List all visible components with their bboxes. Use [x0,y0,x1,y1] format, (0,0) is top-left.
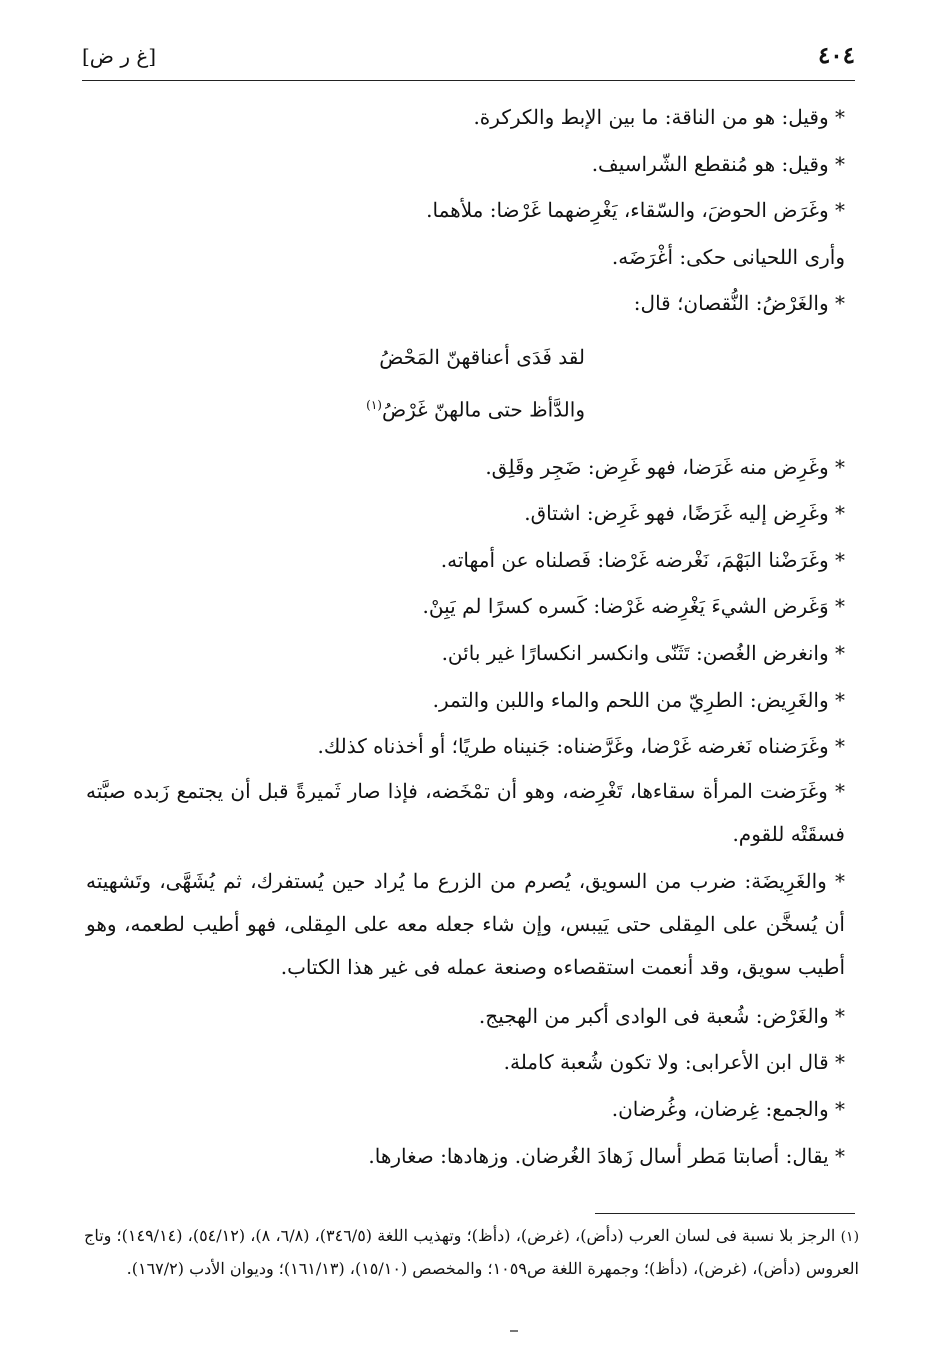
footnote-rule [595,1213,855,1214]
page-number: ٤٠٤ [817,42,855,69]
entry-line: * وَغَرض الشيءَ يَغْرِضه غَرْضا: كَسره كسرًا لم يَبِنْ. [422,594,845,619]
header-rule [82,80,855,81]
footnote-mark: (١) [840,1229,860,1245]
entry-line: * وقيل: هو من الناقة: ما بين الإبط والكركرة. [473,105,845,129]
entry-line: * والغَرْض: شُعبة فى الوادى أكبر من الهجيج. [478,1003,845,1028]
page-mark [510,1330,518,1332]
entry-line: * وغَرِض إليه غَرَضًا، فهو غَرِض: اشتاق. [524,501,845,526]
entry-line: * والغَرْضُ: النُّقصان؛ قال: [633,291,845,316]
footnote-reference: (١) [366,397,382,412]
footnote-text: الرجز بلا نسبة فى لسان العرب (دأض)، (غرض)، (دأظ)؛ وتهذيب اللغة (٣٤٦/٥)، (٦/٨، ٨)، (٥٤/١٢)، (١٤٩/١٤)؛ وتاج العروس (دأض)، (غرض)، (دأظ)؛ وجمهرة اللغة ص١٠٥٩؛ والمخصص (١٥/١٠)، (١٦١/١٣)؛ وديوان الأدب (١٦٧/٢). [84,1226,859,1278]
entry-line: * وغَرَضناه نَغرضه غَرْضا، وغَرَّضناه: جَنيناه طريًا؛ أو أخذناه كذلك. [317,734,845,759]
entry-line: * وغَرِض منه غَرَضا، فهو غَرِض: ضَجِر وقَلِق. [485,454,845,479]
entry-paragraph: * وغَرَضت المرأة سقاءها، تَغْرِضه، وهو أن تمْخَضه، فإذا صار ثَميرةً قبل أن يجتمع زَبده صبَّته فسقَتْه للقوم. [86,778,845,846]
entry-line: * وغَرَضْنا البَهْمَ، نَغْرضه غَرْضا: فَصلناه عن أمهاته. [440,547,845,572]
entry-line: * والغَرِيض: الطرِيّ من اللحم والماء واللبن والتمر. [432,687,845,712]
root-heading: [غ ر ض] [82,44,157,68]
entry-line: * وانغرض الغُصن: تَثَنّى وانكسر انكسارًا غير بائن. [441,641,845,665]
entry-line: وأرى اللحيانى حكى: أغْرَضَه. [611,244,845,269]
entry-line: * يقال: أصابتا مَطر أسال زَهادَ الغُرضان. وزهادها: صغارها. [368,1143,845,1168]
page-header [82,36,855,76]
verse-block [86,333,845,434]
verse-text: والدَّأظ حتى مالهنّ غَرْضُ [381,397,585,422]
entry-paragraph: * والغَرِيضَة: ضرب من السويق، يُصرم من الزرع ما يُراد حين يُستفرك، ثم يُشَهَّى، وتَشهيته أن يُسخَّن على المِقلى حتى يَيبس، وإن شاء جعله معه على المِقلى، فهو أطيب لطعمه، وهو أطيب سويق، وقد أنعمت استقصاءه وصنعة عمله فى غير هذا الكتاب. [86,868,845,979]
verse-line [86,381,845,434]
entry-line: * قال ابن الأعرابى: ولا تكون شُعبة كاملة. [503,1050,845,1075]
entry-line: * والجمع: غِرضان، وغُرضان. [611,1096,845,1121]
footnote [84,1220,859,1285]
entry-line: * وقيل: هو مُنقطع الشّراسيف. [591,151,845,176]
verse-line: لقد فَدَى أعناقهنّ المَحْضُ [379,344,585,369]
main-text [86,94,845,1179]
entry-line: * وغَرَض الحوضَ، والسّقاء، يَغْرِضهما غَرْضا: ملأهما. [426,198,845,223]
